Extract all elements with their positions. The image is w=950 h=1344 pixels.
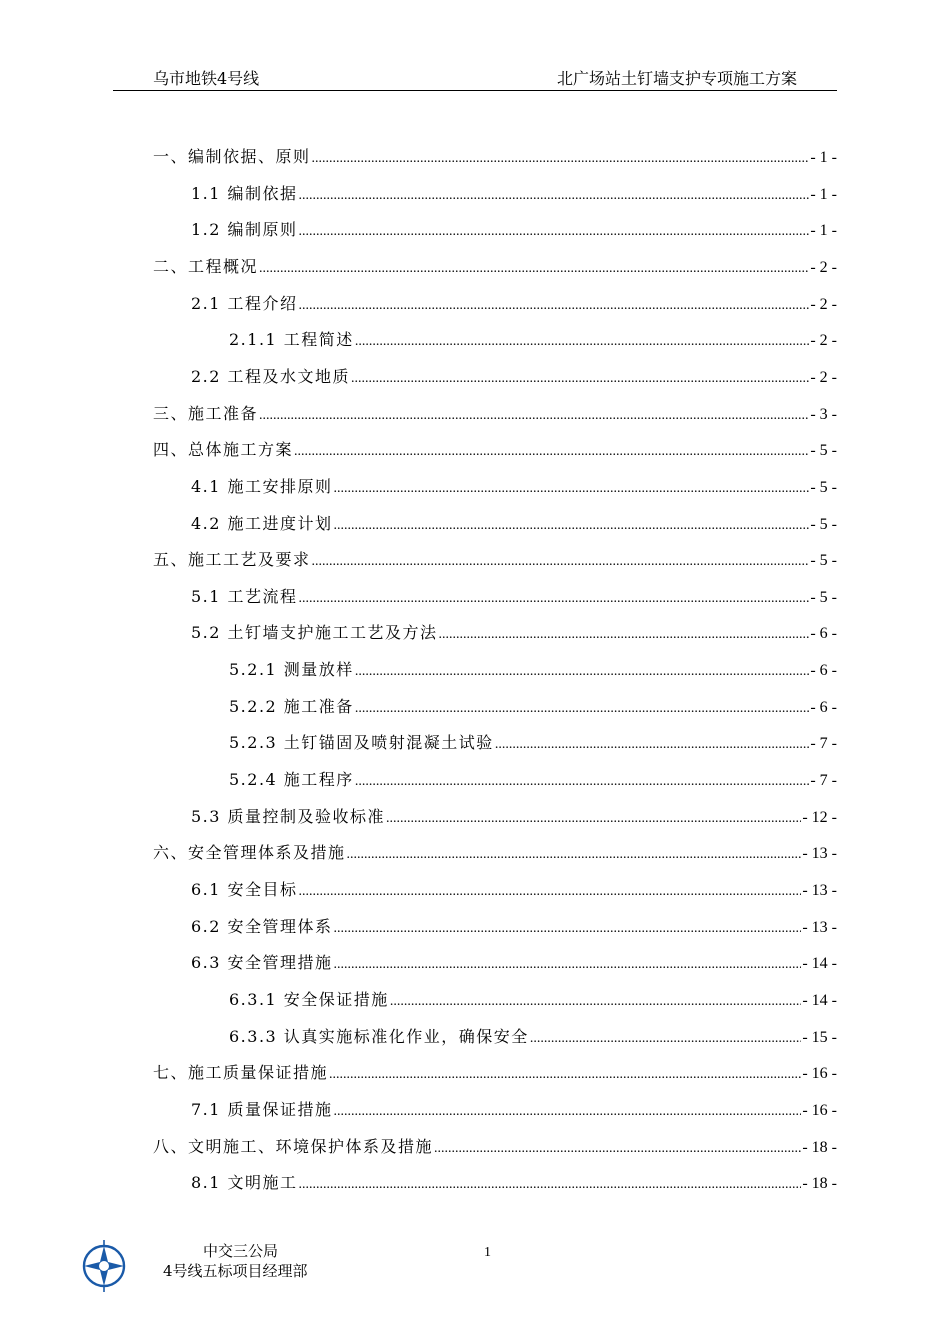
toc-entry-page: - 1 - [810, 149, 837, 166]
toc-dot-leader [334, 953, 802, 973]
toc-entry[interactable] [229, 764, 837, 790]
toc-entry-page: - 2 - [810, 368, 837, 386]
toc-entry-page: - 5 - [810, 478, 837, 496]
toc-entry-label: 8.1 文明施工 [191, 1173, 298, 1193]
toc-entry-page: - 2 - [810, 258, 837, 276]
footer-department: 4号线五标项目经理部 [163, 1262, 308, 1280]
toc-entry-label: 4.2 施工进度计划 [191, 513, 333, 533]
toc-dot-leader [355, 697, 810, 717]
toc-dot-leader [294, 440, 809, 460]
toc-entry-page: - 12 - [802, 808, 837, 826]
toc-entry[interactable] [229, 654, 837, 680]
toc-dot-leader [312, 147, 810, 167]
toc-entry[interactable] [153, 544, 837, 570]
toc-entry-label: 5.1 工艺流程 [191, 586, 298, 606]
toc-entry-page: - 6 - [810, 698, 837, 716]
toc-entry-page: - 2 - [810, 295, 837, 313]
toc-entry-label: 6.3.1 安全保证措施 [229, 989, 389, 1009]
toc-entry[interactable] [191, 1094, 837, 1120]
header-document-title: 北广场站土钉墙支护专项施工方案 [556, 69, 797, 88]
toc-entry-page: - 6 - [810, 625, 837, 643]
toc-entry-page: - 5 - [810, 552, 837, 570]
toc-dot-leader [259, 404, 809, 424]
toc-entry[interactable] [191, 617, 837, 643]
toc-dot-leader [334, 1100, 802, 1120]
toc-entry-label: 5.2.4 施工程序 [229, 770, 354, 790]
toc-entry-label: 七、施工质量保证措施 [153, 1063, 329, 1083]
toc-entry[interactable] [153, 141, 837, 167]
toc-dot-leader [347, 843, 802, 863]
toc-dot-leader [495, 733, 810, 753]
toc-entry-label: 6.2 安全管理体系 [191, 916, 333, 936]
toc-entry[interactable] [153, 251, 837, 277]
toc-entry-label: 2.1 工程介绍 [191, 293, 298, 313]
toc-entry[interactable] [191, 801, 837, 827]
toc-entry[interactable] [153, 837, 837, 863]
toc-entry-page: - 13 - [802, 882, 837, 899]
toc-dot-leader [390, 990, 802, 1010]
header-project-name: 乌市地铁4号线 [153, 69, 260, 88]
toc-entry-label: 6.3.3 认真实施标准化作业，确保安全 [229, 1026, 529, 1046]
toc-entry-label: 2.1.1 工程简述 [229, 330, 354, 350]
toc-dot-leader [299, 294, 810, 314]
toc-dot-leader [329, 1063, 801, 1083]
toc-entry-page: - 7 - [810, 735, 837, 753]
toc-entry-label: 5.2 土钉墙支护施工工艺及方法 [191, 623, 438, 643]
toc-entry[interactable] [191, 1167, 837, 1193]
toc-entry[interactable] [191, 361, 837, 387]
toc-dot-leader [334, 917, 802, 937]
toc-dot-leader [299, 587, 810, 607]
company-logo-icon [80, 1240, 128, 1292]
toc-entry-page: - 16 - [802, 1101, 837, 1119]
toc-entry-page: - 14 - [802, 991, 837, 1009]
toc-entry-label: 四、总体施工方案 [153, 440, 294, 460]
toc-entry[interactable] [191, 947, 837, 973]
toc-entry[interactable] [191, 214, 837, 240]
toc-entry-label: 1.2 编制原则 [191, 220, 298, 240]
toc-entry[interactable] [191, 178, 837, 204]
toc-entry-label: 2.2 工程及水文地质 [191, 366, 351, 386]
toc-entry[interactable] [191, 288, 837, 314]
toc-dot-leader [299, 1173, 802, 1193]
toc-entry-page: - 1 - [810, 222, 837, 240]
toc-entry-page: - 14 - [802, 955, 837, 973]
toc-dot-leader [355, 660, 810, 680]
toc-dot-leader [355, 330, 810, 350]
toc-entry-page: - 18 - [802, 1175, 837, 1193]
toc-dot-leader [351, 367, 809, 387]
toc-entry[interactable] [153, 1057, 837, 1083]
toc-entry-label: 5.2.1 测量放样 [229, 660, 354, 680]
toc-entry-page: - 13 - [802, 845, 837, 863]
toc-entry[interactable] [153, 434, 837, 460]
toc-dot-leader [439, 623, 810, 643]
toc-entry-label: 1.1 编制依据 [191, 183, 298, 203]
toc-entry-page: - 1 - [810, 185, 837, 203]
page-header [113, 62, 837, 91]
toc-entry[interactable] [191, 581, 837, 607]
toc-entry-page: - 5 - [810, 588, 837, 606]
toc-entry[interactable] [229, 984, 837, 1010]
toc-entry-page: - 2 - [810, 332, 837, 350]
toc-entry-page: - 18 - [802, 1138, 837, 1156]
toc-entry-label: 6.3 安全管理措施 [191, 953, 333, 973]
toc-entry-label: 五、施工工艺及要求 [153, 550, 311, 570]
toc-entry-label: 八、文明施工、环境保护体系及措施 [153, 1136, 434, 1156]
toc-entry-page: - 15 - [802, 1028, 837, 1046]
toc-dot-leader [299, 880, 802, 900]
toc-entry-label: 二、工程概况 [153, 256, 259, 276]
toc-entry-page: - 16 - [802, 1065, 837, 1083]
toc-entry-label: 5.2.2 施工准备 [229, 696, 354, 716]
toc-dot-leader [386, 807, 801, 827]
toc-entry[interactable] [191, 874, 837, 900]
toc-entry-label: 4.1 施工安排原则 [191, 476, 333, 496]
toc-entry-page: - 5 - [810, 442, 837, 460]
toc-dot-leader [334, 477, 810, 497]
toc-dot-leader [299, 220, 810, 240]
toc-dot-leader [299, 184, 810, 204]
toc-dot-leader [434, 1137, 801, 1157]
toc-dot-leader [355, 770, 810, 790]
toc-entry[interactable] [229, 727, 837, 753]
toc-dot-leader [530, 1027, 802, 1047]
toc-entry[interactable] [153, 398, 837, 424]
toc-entry-label: 三、施工准备 [153, 403, 259, 423]
toc-entry[interactable] [153, 1131, 837, 1157]
toc-dot-leader [312, 550, 810, 570]
toc-entry-page: - 3 - [810, 405, 837, 423]
toc-dot-leader [259, 257, 809, 277]
toc-entry[interactable] [229, 691, 837, 717]
toc-entry-page: - 7 - [810, 772, 837, 790]
toc-entry-label: 6.1 安全目标 [191, 880, 298, 899]
toc-entry-page: - 5 - [810, 515, 837, 533]
toc-entry[interactable] [229, 324, 837, 350]
page-number: 1 [484, 1245, 491, 1260]
toc-entry-page: - 6 - [810, 662, 837, 680]
toc-entry-label: 7.1 质量保证措施 [191, 1099, 333, 1119]
toc-entry-label: 5.2.3 土钉锚固及喷射混凝土试验 [229, 733, 494, 753]
toc-entry-label: 5.3 质量控制及验收标准 [191, 806, 386, 826]
footer-organization: 中交三公局 [203, 1242, 279, 1260]
toc-entry[interactable] [191, 508, 837, 534]
toc-entry-page: - 13 - [802, 918, 837, 936]
toc-entry-label: 六、安全管理体系及措施 [153, 843, 346, 863]
toc-entry[interactable] [191, 471, 837, 497]
toc-entry[interactable] [191, 911, 837, 937]
toc-entry[interactable] [229, 1021, 837, 1047]
toc-entry-label: 一、编制依据、原则 [153, 147, 311, 166]
toc-dot-leader [334, 514, 810, 534]
